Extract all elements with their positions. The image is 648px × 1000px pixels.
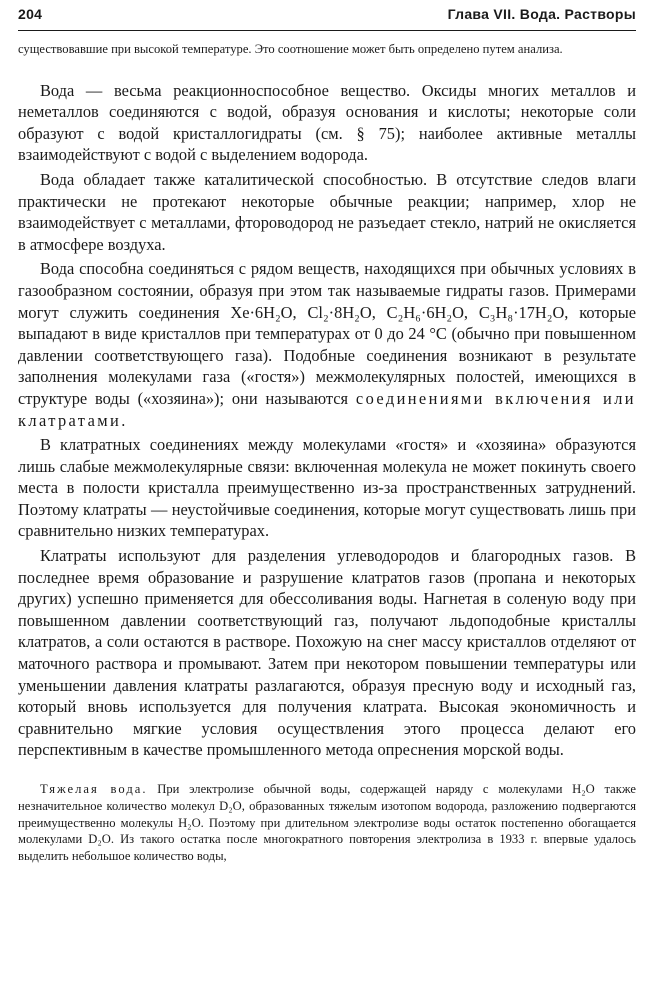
paragraph-clathrate-bonds: В клатратных соединениях между молекулами «гостя» и «хозяина» образуются лишь слабые межмолекулярные связи: включенная молекула не может покинуть своего места в полости кристалла преимущественно из-за пространственных затруднений. Поэтому клатраты — неустойчивые соединения, которые могут существовать лишь при сравнительно низких температурах. [18,435,636,541]
paragraph-catalysis: Вода обладает также каталитической способностью. В отсутствие следов влаги практически не протекают некоторые обычные реакции; например, хлор не взаимодействует с металлами, фтороводород не разъедает стекло, натрий не окисляется в атмосфере воздуха. [18,169,636,254]
paragraph-reactivity: Вода — весьма реакционноспособное вещество. Оксиды многих металлов и неметаллов соединяются с водой, образуя основания и кислоты; некоторые соли образуют с водой кристаллогидраты (см. § 75); наиболее активные металлы взаимодействуют с водой с выделением водорода. [18,80,636,165]
page-header [18,6,636,28]
book-page [18,6,636,865]
clathrate-term: соединениями включения или клатратами [18,388,636,430]
running-title: Глава VII. Вода. Растворы [447,6,636,22]
paragraph-gas-hydrates [18,258,636,431]
heavy-water-heading: Тяжелая вода. [40,782,148,796]
continuation-text: существовавшие при высокой температуре. Это соотношение может быть определено путем анализа. [18,42,563,56]
header-rule [18,30,636,31]
heavy-water-text: При электролизе обычной воды, содержащей наряду с молекулами H₂O также незначительное количество молекул D₂O, образованных тяжелым изотопом водорода, разложению подвергаются преимущественно молекулы H₂O. Поэтому при длительном электролизе воды остаток постепенно обогащается молекулами D₂O. Из такого остатка после многократного повторения электролиза в 1933 г. впервые удалось выделить небольшое количество воды, [18,782,636,864]
paragraph-gas-hydrates-text: Вода способна соединяться с рядом веществ, находящихся при обычных условиях в газообразном состоянии, образуя при этом так называемые гидраты газов. Примерами могут служить соединения Xe·6H₂O, Cl₂·8H₂O, C₂H₆·6H₂O, C₃H₈·17H₂O, которые выпадают в виде кристаллов при температурах от 0 до 24 °C (обычно при повышенном давлении соответствующего газа). Подобные соединения возникают в результате заполнения молекулами газа («гостя») межмолекулярных полостей, имеющихся в структуре воды («хозяина»); они называются [18,259,636,408]
heavy-water-section [18,781,636,865]
paragraph-clathrate-uses: Клатраты используют для разделения углеводородов и благородных газов. В последнее время образование и разрушение клатратов газов (пропана и некоторых других) успешно применяется для обессоливания воды. Нагнетая в соленую воду при повышенном давлении соответствующий газ, получают льдоподобные кристаллы клатратов, а соли остаются в растворе. Похожую на снег массу кристаллов отделяют от маточного раствора и промывают. Затем при некотором повышении температуры или уменьшении давления клатраты разлагаются, образуя пресную воду и исходный газ, который вновь используется для получения клатрата. Высокая экономичность и сравнительно мягкие условия осуществления этого процесса делают его перспективным в качестве промышленного метода опреснения морской воды. [18,546,636,760]
page-number: 204 [18,6,43,22]
paragraph-gas-hydrates-end: . [121,410,126,430]
